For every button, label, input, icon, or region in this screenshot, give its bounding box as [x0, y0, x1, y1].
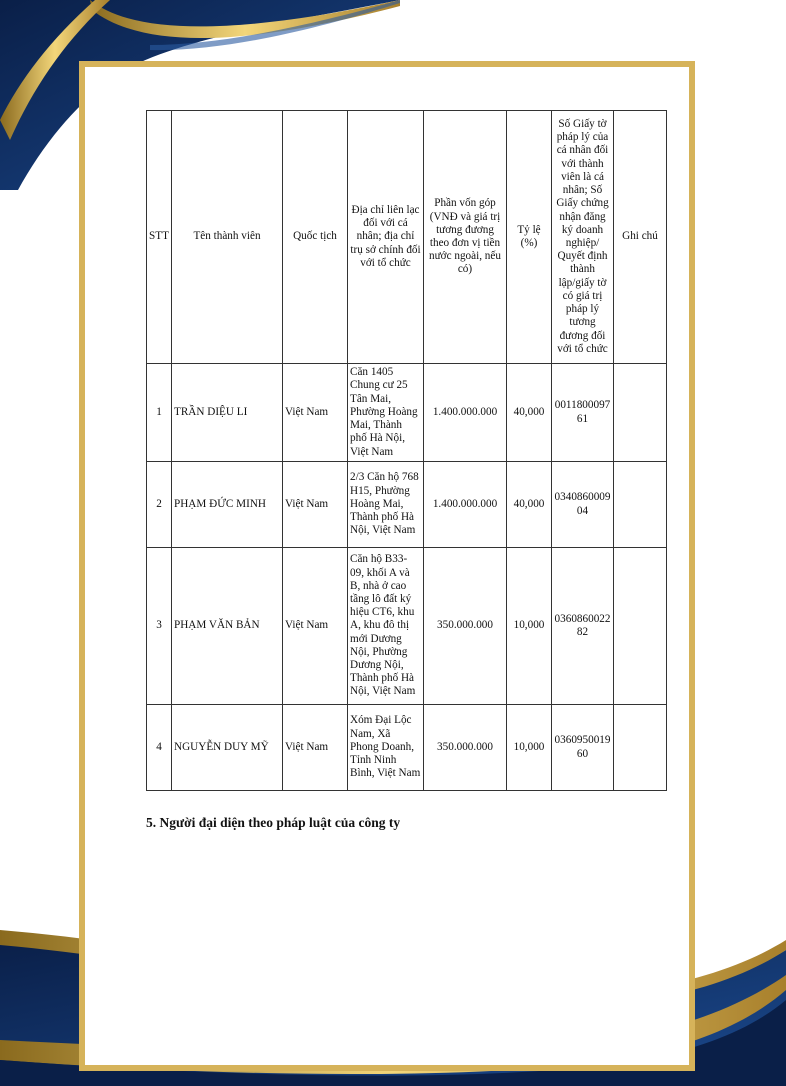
- cell-id-number: 034086000904: [552, 462, 614, 548]
- cell-address: Căn 1405 Chung cư 25 Tân Mai, Phường Hoàng Mai, Thành phố Hà Nội, Việt Nam: [348, 364, 424, 462]
- cell-id-number: 036086002282: [552, 548, 614, 705]
- cell-stt: 4: [147, 705, 172, 791]
- table-row: [147, 462, 667, 548]
- cell-ratio: 40,000: [507, 364, 552, 462]
- cell-note: [614, 364, 667, 462]
- cell-capital: 1.400.000.000: [424, 462, 507, 548]
- cell-nationality: Việt Nam: [283, 705, 348, 791]
- header-nationality: Quốc tịch: [283, 111, 348, 364]
- cell-id-number: 036095001960: [552, 705, 614, 791]
- cell-name: PHẠM ĐỨC MINH: [172, 462, 283, 548]
- table-row: [147, 364, 667, 462]
- cell-note: [614, 548, 667, 705]
- table-row: [147, 548, 667, 705]
- cell-capital: 350.000.000: [424, 548, 507, 705]
- cell-capital: 350.000.000: [424, 705, 507, 791]
- cell-ratio: 10,000: [507, 705, 552, 791]
- header-member-name: Tên thành viên: [172, 111, 283, 364]
- header-stt: STT: [147, 111, 172, 364]
- cell-nationality: Việt Nam: [283, 548, 348, 705]
- table-header-row: [147, 111, 667, 364]
- cell-stt: 3: [147, 548, 172, 705]
- cell-name: TRẦN DIỆU LI: [172, 364, 283, 462]
- section-heading: 5. Người đại diện theo pháp luật của công ty: [146, 815, 401, 830]
- header-ratio: Tỷ lệ (%): [507, 111, 552, 364]
- cell-address: Xóm Đại Lộc Nam, Xã Phong Doanh, Tỉnh Ninh Bình, Việt Nam: [348, 705, 424, 791]
- cell-ratio: 40,000: [507, 462, 552, 548]
- cell-note: [614, 705, 667, 791]
- cell-address: 2/3 Căn hộ 768 H15, Phường Hoàng Mai, Thành phố Hà Nội, Việt Nam: [348, 462, 424, 548]
- cell-name: PHẠM VĂN BẢN: [172, 548, 283, 705]
- cell-stt: 2: [147, 462, 172, 548]
- cell-nationality: Việt Nam: [283, 462, 348, 548]
- cell-stt: 1: [147, 364, 172, 462]
- cell-ratio: 10,000: [507, 548, 552, 705]
- table-row: [147, 705, 667, 791]
- header-note: Ghi chú: [614, 111, 667, 364]
- header-capital: Phần vốn góp (VNĐ và giá trị tương đương theo đơn vị tiền nước ngoài, nếu có): [424, 111, 507, 364]
- header-legal-id: Số Giấy tờ pháp lý của cá nhân đối với thành viên là cá nhân; Số Giấy chứng nhận đăng ký doanh nghiệp/ Quyết định thành lập/giấy tờ có giá trị pháp lý tương đương đối với tổ chức: [552, 111, 614, 364]
- cell-name: NGUYỄN DUY MỸ: [172, 705, 283, 791]
- cell-capital: 1.400.000.000: [424, 364, 507, 462]
- cell-id-number: 001180009761: [552, 364, 614, 462]
- cell-address: Căn hộ B33-09, khối A và B, nhà ở cao tầng lô đất ký hiệu CT6, khu A, khu đô thị mới Dương Nội, Phường Dương Nội, Thành phố Hà Nội, Việt Nam: [348, 548, 424, 705]
- cell-note: [614, 462, 667, 548]
- members-table: [146, 110, 667, 791]
- cell-nationality: Việt Nam: [283, 364, 348, 462]
- header-address: Địa chỉ liên lạc đối với cá nhân; địa chỉ trụ sở chính đối với tổ chức: [348, 111, 424, 364]
